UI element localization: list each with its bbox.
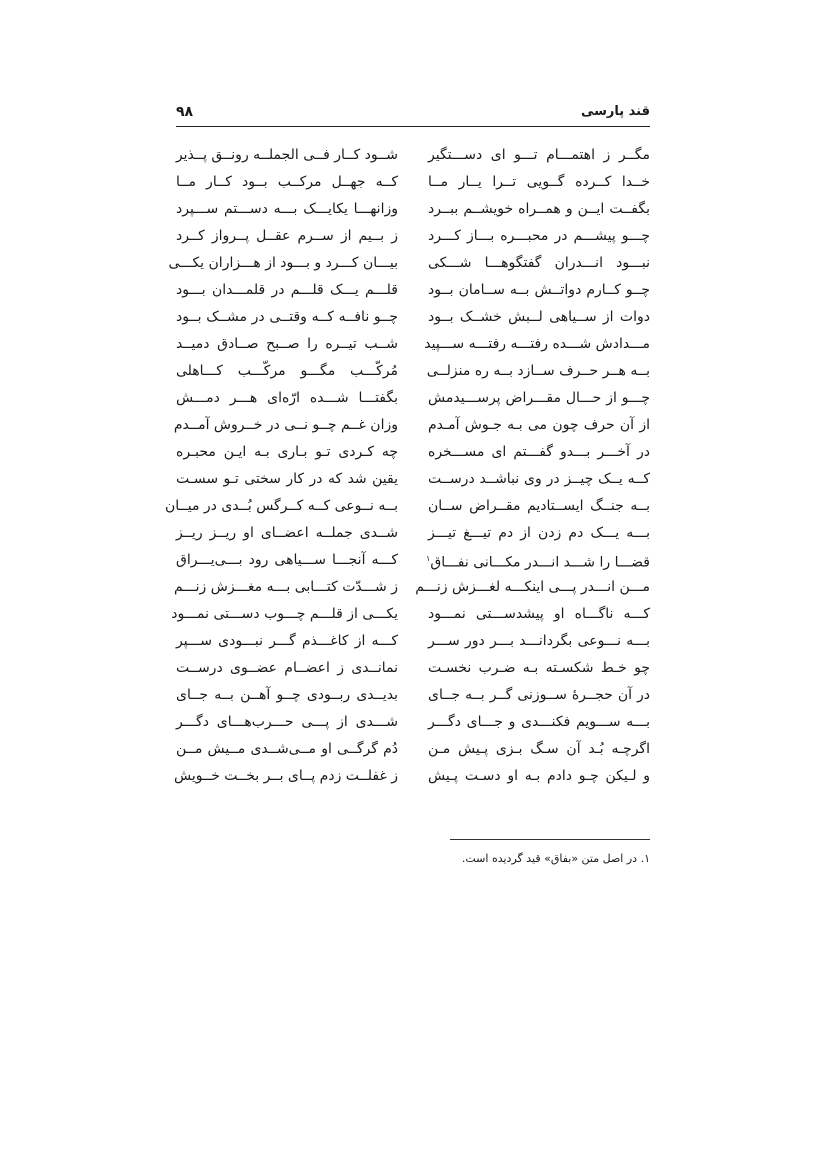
verse-line [176, 736, 650, 763]
verse-line [171, 601, 650, 628]
hemistich-right: چو خـط شکسـته بـه ضـرب نخسـت [428, 660, 650, 676]
hemistich-left: ز غفلــت زدم پــای بــر بخــت خــویش [174, 768, 398, 784]
hemistich-right: مـــن انـــدر پـــی اینکـــه لغـــزش زنـــم [415, 579, 650, 595]
verse-line [176, 169, 650, 196]
hemistich-right: نبـــود انـــدران گفتگوهـــا شـــکی [428, 255, 650, 271]
hemistich-left: دُم گرگــی او مــی‌شــدی مــیش مــن [176, 741, 398, 757]
hemistich-right: کـــه ناگـــاه او پیشدســـتی نمـــود [428, 606, 650, 622]
hemistich-right: و لـیکن چـو دادم بـه او دسـت پـیش [428, 768, 650, 784]
hemistich-right: بـــه نـــوعی بگردانـــد بـــر دور ســـر [428, 633, 650, 649]
hemistich-left: مُرکّـــب مگـــو مرکّـــب کـــاهلی [176, 363, 398, 379]
hemistich-left: چــو نافــه کــه وقتــی در مشــک بــود [176, 309, 398, 325]
hemistich-left: چه کـردی تـو بـاری بـه ایـن محبـره [176, 444, 398, 460]
footnote-marker: ۱ [426, 553, 431, 563]
verse-line [168, 250, 650, 277]
verse-line [176, 277, 650, 304]
verse-line [176, 466, 650, 493]
hemistich-left: بیـــان کـــرد و بـــود از هـــزاران یکـــی [168, 255, 398, 271]
hemistich-text: قضـــا را شـــد انـــدر مکـــانی نفـــاق [430, 554, 650, 571]
verse-line [176, 331, 650, 358]
verse-line [176, 574, 650, 601]
hemistich-right: از آن حرف چون می بـه جـوش آمـدم [428, 417, 650, 433]
verse-line [176, 763, 650, 790]
hemistich-left: شـــدی از پـــی حـــرب‌هـــای دگـــر [176, 714, 398, 730]
verse-line [173, 412, 650, 439]
hemistich-left: یکـــی از قلـــم چـــوب دســـتی نمـــود [171, 606, 398, 622]
hemistich-left: ز شـــدّت کتـــابی بـــه مغـــزش زنـــم [174, 579, 398, 595]
hemistich-left: شــدی جملــه اعضــای او ریــز ریــز [176, 525, 398, 541]
footnote-divider [450, 839, 650, 840]
verse-line [176, 196, 650, 223]
verse-line [176, 304, 650, 331]
hemistich-right: بـــه یـــک دم زدن از دم تیـــغ تیـــز [428, 525, 650, 541]
verse-line [176, 439, 650, 466]
verse-line [176, 655, 650, 682]
hemistich-right: دوات از ســیاهی لــبش خشــک بــود [428, 309, 650, 325]
verse-line [176, 709, 650, 736]
book-title: قند پارسی [580, 104, 650, 119]
hemistich-right: کــه یــک چیــز در وی نباشــد درســت [428, 471, 650, 487]
verse-line [176, 142, 650, 169]
page-number: ۹۸ [176, 104, 194, 120]
running-header [176, 100, 650, 127]
hemistich-left: کــه جهــل مرکــب بــود کــار مــا [176, 174, 398, 190]
hemistich-left: شــب تیــره را صــبح صــادق دمیــد [176, 336, 398, 352]
verse-line [176, 628, 650, 655]
verse-line [176, 358, 650, 385]
verse-line [176, 223, 650, 250]
verse-line [176, 547, 650, 574]
hemistich-left: بدیــدی ربــودی چــو آهــن بــه جــای [176, 687, 398, 703]
hemistich-left: نمانــدی ز اعضــام عضــوی درســت [176, 660, 398, 676]
hemistich-right: چـــو پیشـــم در محبـــره بـــاز کـــرد [428, 228, 650, 244]
hemistich-left: یقین شد که در کار سختی تـو سسـت [176, 471, 398, 487]
verse-line [176, 385, 650, 412]
hemistich-right: در آخـــر بـــدو گفـــتم ای مســـخره [428, 444, 650, 460]
verse-line [176, 682, 650, 709]
hemistich-left: بگفتـــا شـــده ارّه‌ای هـــر دمـــش [176, 390, 398, 406]
hemistich-left: شــود کــار فــی الجملــه رونــق پــذیر [175, 147, 398, 163]
hemistich-right: چـــو از حـــال مقـــراض پرســـیدمش [428, 390, 650, 406]
hemistich-right: بــه هــر حــرف ســازد بــه ره منزلــی [426, 363, 650, 379]
hemistich-left: کـــه از کاغـــذم گـــر نبـــودی ســـپر [176, 633, 398, 649]
hemistich-left: ز بــیم از ســرم عقــل پــرواز کــرد [176, 228, 398, 244]
hemistich-left: وزانهـــا یکایـــک بـــه دســـتم ســـپرد [176, 201, 398, 217]
hemistich-right: اگرچـه بُـد آن سـگ بـزی پـیش مـن [428, 741, 650, 757]
hemistich-right: بـــه ســـویم فکنـــدی و جـــای دگـــر [428, 714, 650, 730]
verse-line [176, 520, 650, 547]
verse-line [164, 493, 650, 520]
hemistich-right [428, 545, 650, 577]
hemistich-left: وزان غــم چــو نــی در خــروش آمــدم [173, 417, 398, 433]
poem-body [164, 142, 650, 790]
footnote: ۱. در اصل متن «بفاق» قید گردیده است. [461, 852, 650, 865]
hemistich-left: بــه نــوعی کــه کــرگس بُــدی در میــان [164, 498, 398, 514]
hemistich-left: کـــه آنجـــا ســـیاهی رود بـــی‌یـــراق [176, 552, 398, 568]
hemistich-right: بگفــت ایــن و همــراه خویشــم ببــرد [428, 201, 650, 217]
hemistich-right: مگــر ز اهتمـــام تـــو ای دســـتگیر [428, 147, 650, 163]
hemistich-left: قلـــم یـــک قلـــم در قلمـــدان بـــود [176, 282, 398, 298]
hemistich-right: بــه جنــگ ایســتادیم مقــراض ســان [428, 498, 650, 514]
hemistich-right: چــو کــارم دواتــش بــه ســامان بــود [428, 282, 650, 298]
hemistich-right: خــدا کــرده گــویی تــرا یــار مــا [428, 174, 650, 190]
hemistich-right: در آن حجــرۀ ســوزنی گــر بــه جــای [428, 687, 650, 703]
hemistich-right: مـــدادش شـــده رفتـــه رفتـــه ســـپید [424, 336, 650, 352]
